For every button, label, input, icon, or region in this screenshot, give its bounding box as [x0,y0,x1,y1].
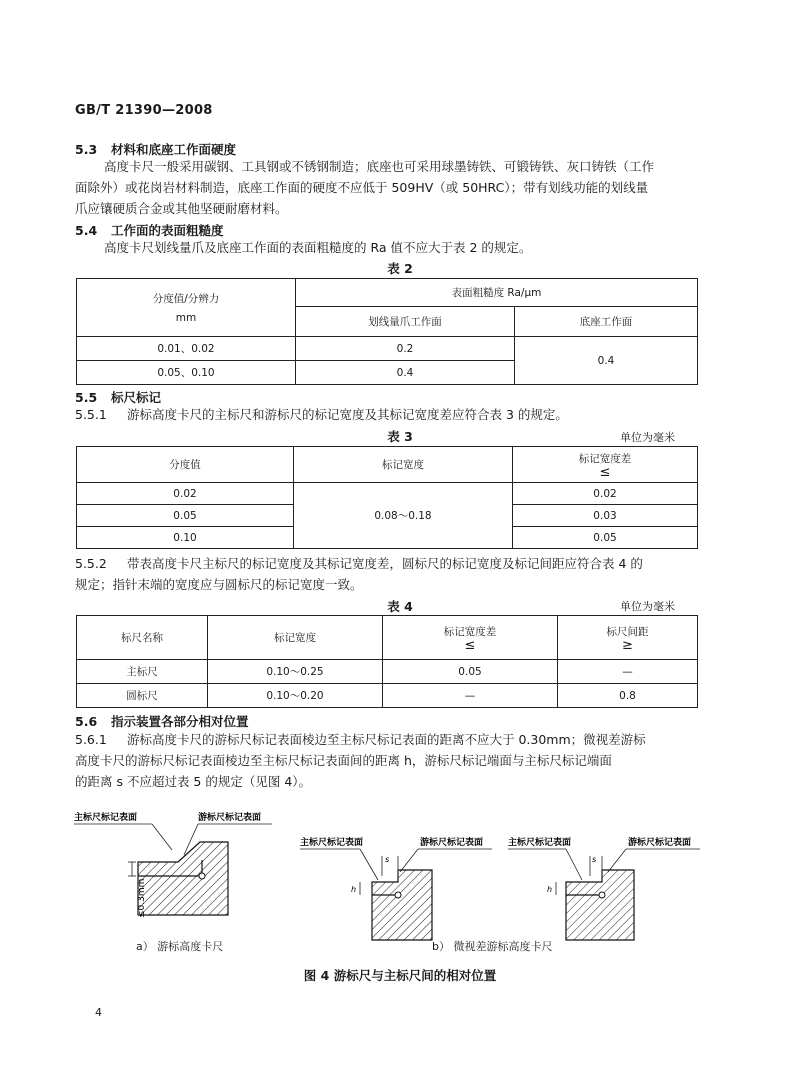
figure-4-caption: 图 4 游标尺与主标尺间的相对位置 [303,968,497,983]
table-3 [76,446,698,549]
header-symbol: ≤ [599,464,611,480]
figure-4a-caption: a） 游标高度卡尺 [136,940,224,953]
section-number: 5.5.2 [75,556,107,571]
section-5-6-heading [75,712,249,730]
table-cell: 0.03 [513,505,698,527]
section-title: 指示装置各部分相对位置 [111,714,249,729]
figure-4-drawing [60,800,740,950]
section-number: 5.5.1 [75,407,107,422]
section-number: 5.6 [75,714,98,729]
dimension-s: s [592,855,597,864]
table-cell: 0.05 [513,527,698,549]
table-cell: 主标尺 [77,660,208,684]
section-5-3-line1: 高度卡尺一般采用碳钢、工具钢或不锈钢制造；底座也可采用球墨铸铁、可锻铸铁、灰口铸铁（工作 [104,159,655,174]
label-main-scale-surface: 主标尺标记表面 [74,813,138,823]
vernier-body-a [138,842,228,915]
table-2-header-roughness: 表面粗糙度 Ra/μm [296,279,698,307]
table-cell: 0.05、0.10 [77,361,296,385]
table-4-caption: 表 4 [387,599,413,614]
section-number: 5.6.1 [75,732,107,747]
table-cell: 0.05 [383,660,558,684]
figure-4a [74,811,272,918]
dimension-label: ≤0.3mm [137,878,147,918]
header-text: 标记宽度差 [443,625,497,638]
table-2-header-scriber: 划线量爪工作面 [296,307,515,337]
table-3-header-division: 分度值 [77,447,294,483]
section-5-6-1-line3: 的距离 s 不应超过表 5 的规定（见图 4）。 [75,774,312,789]
table-cell: 圆标尺 [77,684,208,708]
table-cell: 0.8 [558,684,698,708]
paragraph-text: 游标高度卡尺的主标尺和游标尺的标记宽度及其标记宽度差应符合表 3 的规定。 [127,407,568,422]
section-5-4-line1: 高度卡尺划线量爪及底座工作面的表面粗糙度的 Ra 值不应大于表 2 的规定。 [104,240,532,255]
section-number: 5.4 [75,223,98,238]
table-cell: 0.10 [77,527,294,549]
section-5-3-line3: 爪应镶硬质合金或其他坚硬耐磨材料。 [75,201,288,216]
section-5-6-1-line1 [75,729,715,750]
table-2-caption: 表 2 [387,261,413,276]
table-3-caption: 表 3 [387,429,413,444]
label-vernier-surface: 游标尺标记表面 [198,813,262,823]
table-cell: 0.02 [77,483,294,505]
table-cell: 0.02 [513,483,698,505]
table-4-header-spacing [558,616,698,660]
table-4 [76,615,698,708]
page-number: 4 [95,1006,102,1019]
dimension-s: s [385,855,390,864]
table-cell: 0.4 [296,361,515,385]
header-text: 标记宽度差 [578,452,632,465]
table-cell: — [558,660,698,684]
section-5-5-2-line1 [75,553,715,574]
table-4-header-name: 标尺名称 [77,616,208,660]
figure-4c [508,836,700,940]
header-symbol: ≥ [622,637,633,653]
section-number: 5.5 [75,390,98,405]
figure-4b [300,836,492,940]
section-number: 5.3 [75,142,98,157]
table-cell: 0.05 [77,505,294,527]
table-4-header-width: 标记宽度 [208,616,383,660]
paragraph-text: 游标高度卡尺的游标尺标记表面棱边至主标尺标记表面的距离不应大于 0.30mm；微视差游标 [127,732,646,747]
label-vernier-surface: 游标尺标记表面 [628,838,692,848]
section-title: 标尺标记 [111,390,162,405]
label-main-scale-surface: 主标尺标记表面 [508,838,572,848]
header-symbol: ≤ [464,637,476,653]
figure-4b-caption: b） 微视差游标高度卡尺 [432,940,553,953]
dimension-h: h [547,885,553,894]
table-4-unit: 单位为毫米 [620,600,675,613]
table-2 [76,278,698,385]
dimension-h: h [351,885,357,894]
section-5-6-1-line2: 高度卡尺的游标尺标记表面棱边至主标尺标记表面间的距离 h，游标尺标记端面与主标尺标记端面 [75,753,612,768]
paragraph-text: 带表高度卡尺主标尺的标记宽度及其标记宽度差，圆标尺的标记宽度及标记间距应符合表 4 的 [127,556,643,571]
table-cell: 0.01、0.02 [77,337,296,361]
section-title: 工作面的表面粗糙度 [111,223,224,238]
table-2-header-base: 底座工作面 [515,307,698,337]
table-cell: 0.10～0.20 [208,684,383,708]
document-header: GB/T 21390—2008 [75,103,213,118]
section-5-3-line2: 面除外）或花岗岩材料制造，底座工作面的硬度不应低于 509HV（或 50HRC）；带有划线功能的划线量 [75,180,649,195]
table-cell: — [383,684,558,708]
vernier-body-b [372,870,432,940]
table-3-header-diff [513,447,698,483]
table-3-header-width: 标记宽度 [294,447,513,483]
label-vernier-surface: 游标尺标记表面 [420,838,484,848]
header-text: 标尺间距 [606,625,649,638]
table-2-header-resolution [77,279,296,337]
table-3-unit: 单位为毫米 [620,431,675,444]
header-unit: mm [175,312,197,324]
table-cell: 0.2 [296,337,515,361]
vernier-body-c [566,870,634,940]
section-5-5-1 [75,404,715,425]
table-cell: 0.10～0.25 [208,660,383,684]
label-main-scale-surface: 主标尺标记表面 [300,838,364,848]
section-title: 材料和底座工作面硬度 [111,142,237,157]
header-text: 分度值/分辨力 [152,293,220,305]
table-4-header-diff [383,616,558,660]
table-cell: 0.4 [515,337,698,385]
table-cell: 0.08～0.18 [294,483,513,549]
section-5-5-2-line2: 规定；指针末端的宽度应与圆标尺的标记宽度一致。 [75,577,363,592]
